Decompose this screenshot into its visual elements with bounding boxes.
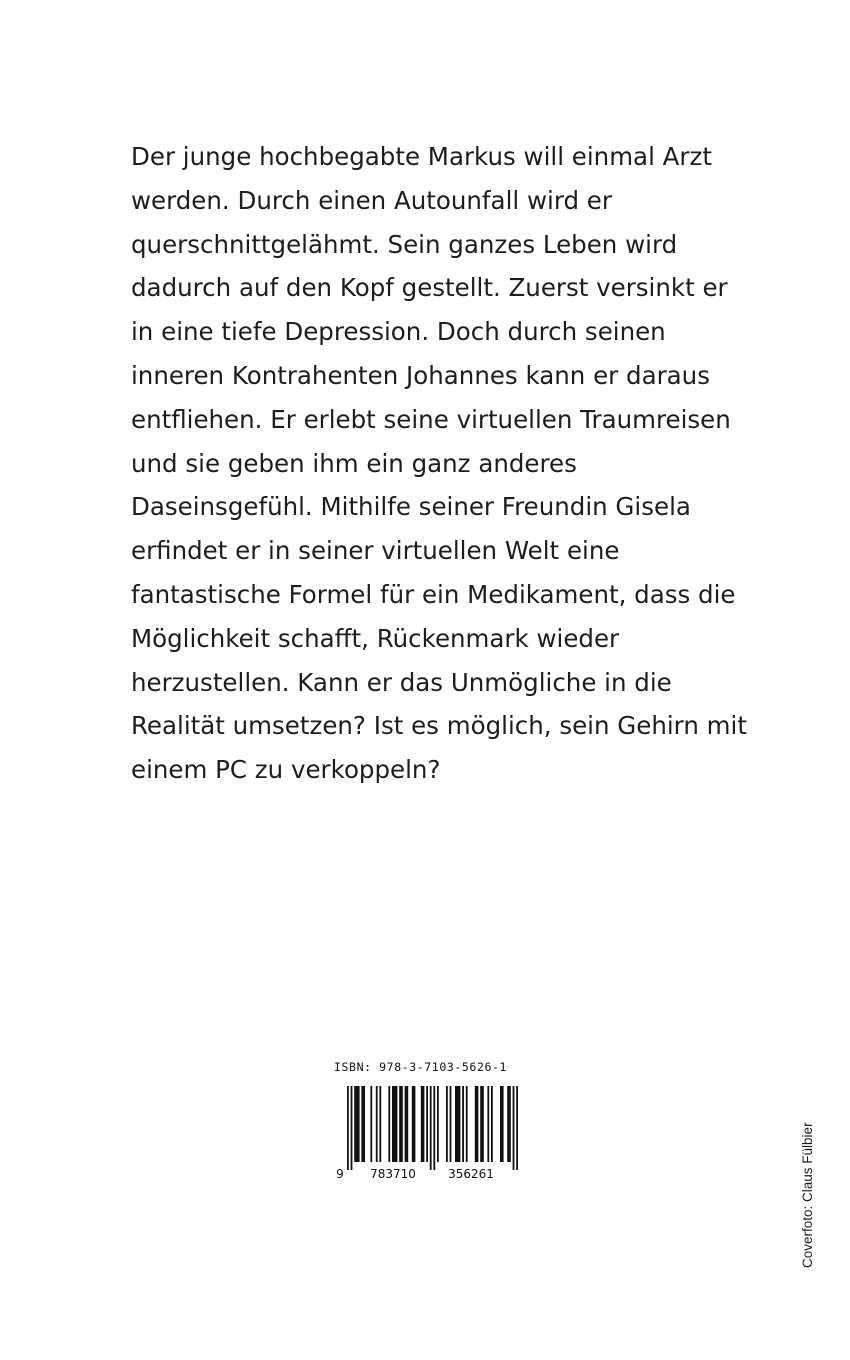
barcode-bar [516, 1086, 518, 1170]
blurb-line: dadurch auf den Kopf gestellt. Zuerst versinkt er [131, 273, 728, 303]
blurb-line: entfliehen. Er erlebt seine virtuellen Traumreisen [131, 404, 731, 434]
barcode-bar [347, 1086, 349, 1170]
barcode-bar [430, 1086, 432, 1170]
barcode-bar [388, 1086, 390, 1162]
barcode-bar [475, 1086, 479, 1162]
barcode-first-digit: 9 [336, 1167, 344, 1181]
barcode-bar [487, 1086, 489, 1162]
blurb-line: in eine tiefe Depression. Doch durch seinen [131, 317, 666, 347]
ean-barcode [334, 1086, 524, 1181]
barcode-bar [462, 1086, 464, 1162]
barcode-bar [480, 1086, 484, 1162]
blurb-line: fantastische Formel für ein Medikament, dass die [131, 579, 736, 609]
barcode-bar [379, 1086, 381, 1162]
blurb-line: Realität umsetzen? Ist es möglich, sein Gehirn mit [131, 711, 747, 741]
barcode-bar [421, 1086, 425, 1162]
blurb-line: einem PC zu verkoppeln? [131, 755, 441, 785]
blurb-line: Daseinsgefühl. Mithilfe seiner Freundin Gisela [131, 492, 691, 522]
barcode-bar [513, 1086, 515, 1170]
barcode-right-digits: 356261 [448, 1167, 494, 1181]
barcode-bar [437, 1086, 439, 1162]
blurb-line: herzustellen. Kann er das Unmögliche in die [131, 667, 672, 697]
barcode-bar [412, 1086, 416, 1162]
blurb-line: Der junge hochbegabte Markus will einmal Arzt [131, 142, 712, 171]
barcode-bar [455, 1086, 460, 1162]
blurb-line: werden. Durch einen Autounfall wird er [131, 185, 612, 215]
isbn-label: ISBN: 978-3-7103-5626-1 [334, 1060, 508, 1074]
isbn-barcode-block [334, 1060, 534, 1180]
barcode-bar [450, 1086, 452, 1162]
barcode-bar [399, 1086, 403, 1162]
barcode-bar [466, 1086, 468, 1162]
barcode-bar [376, 1086, 378, 1162]
barcode-bar [405, 1086, 409, 1162]
blurb-line: und sie geben ihm ein ganz anderes [131, 448, 577, 478]
barcode-bars [347, 1086, 518, 1170]
barcode-bar [361, 1086, 365, 1162]
barcode-bar [491, 1086, 493, 1162]
barcode-bar [370, 1086, 372, 1162]
barcode-bar [446, 1086, 448, 1162]
barcode-bar [500, 1086, 504, 1162]
barcode-bar [426, 1086, 428, 1162]
photo-credit: Coverfoto: Claus Fülbier [800, 1122, 815, 1268]
barcode-left-digits: 783710 [370, 1167, 416, 1181]
barcode-bar [351, 1086, 353, 1170]
barcode-bar [392, 1086, 397, 1162]
barcode-bar [433, 1086, 435, 1170]
blurb-line: querschnittgelähmt. Sein ganzes Leben wird [131, 229, 678, 259]
back-cover-blurb [131, 135, 747, 792]
blurb-line: inneren Kontrahenten Johannes kann er daraus [131, 360, 710, 390]
blurb-line: Möglichkeit schafft, Rückenmark wieder [131, 623, 620, 653]
barcode-bar [354, 1086, 359, 1162]
blurb-line: erfindet er in seiner virtuellen Welt eine [131, 536, 620, 566]
barcode-bar [507, 1086, 511, 1162]
